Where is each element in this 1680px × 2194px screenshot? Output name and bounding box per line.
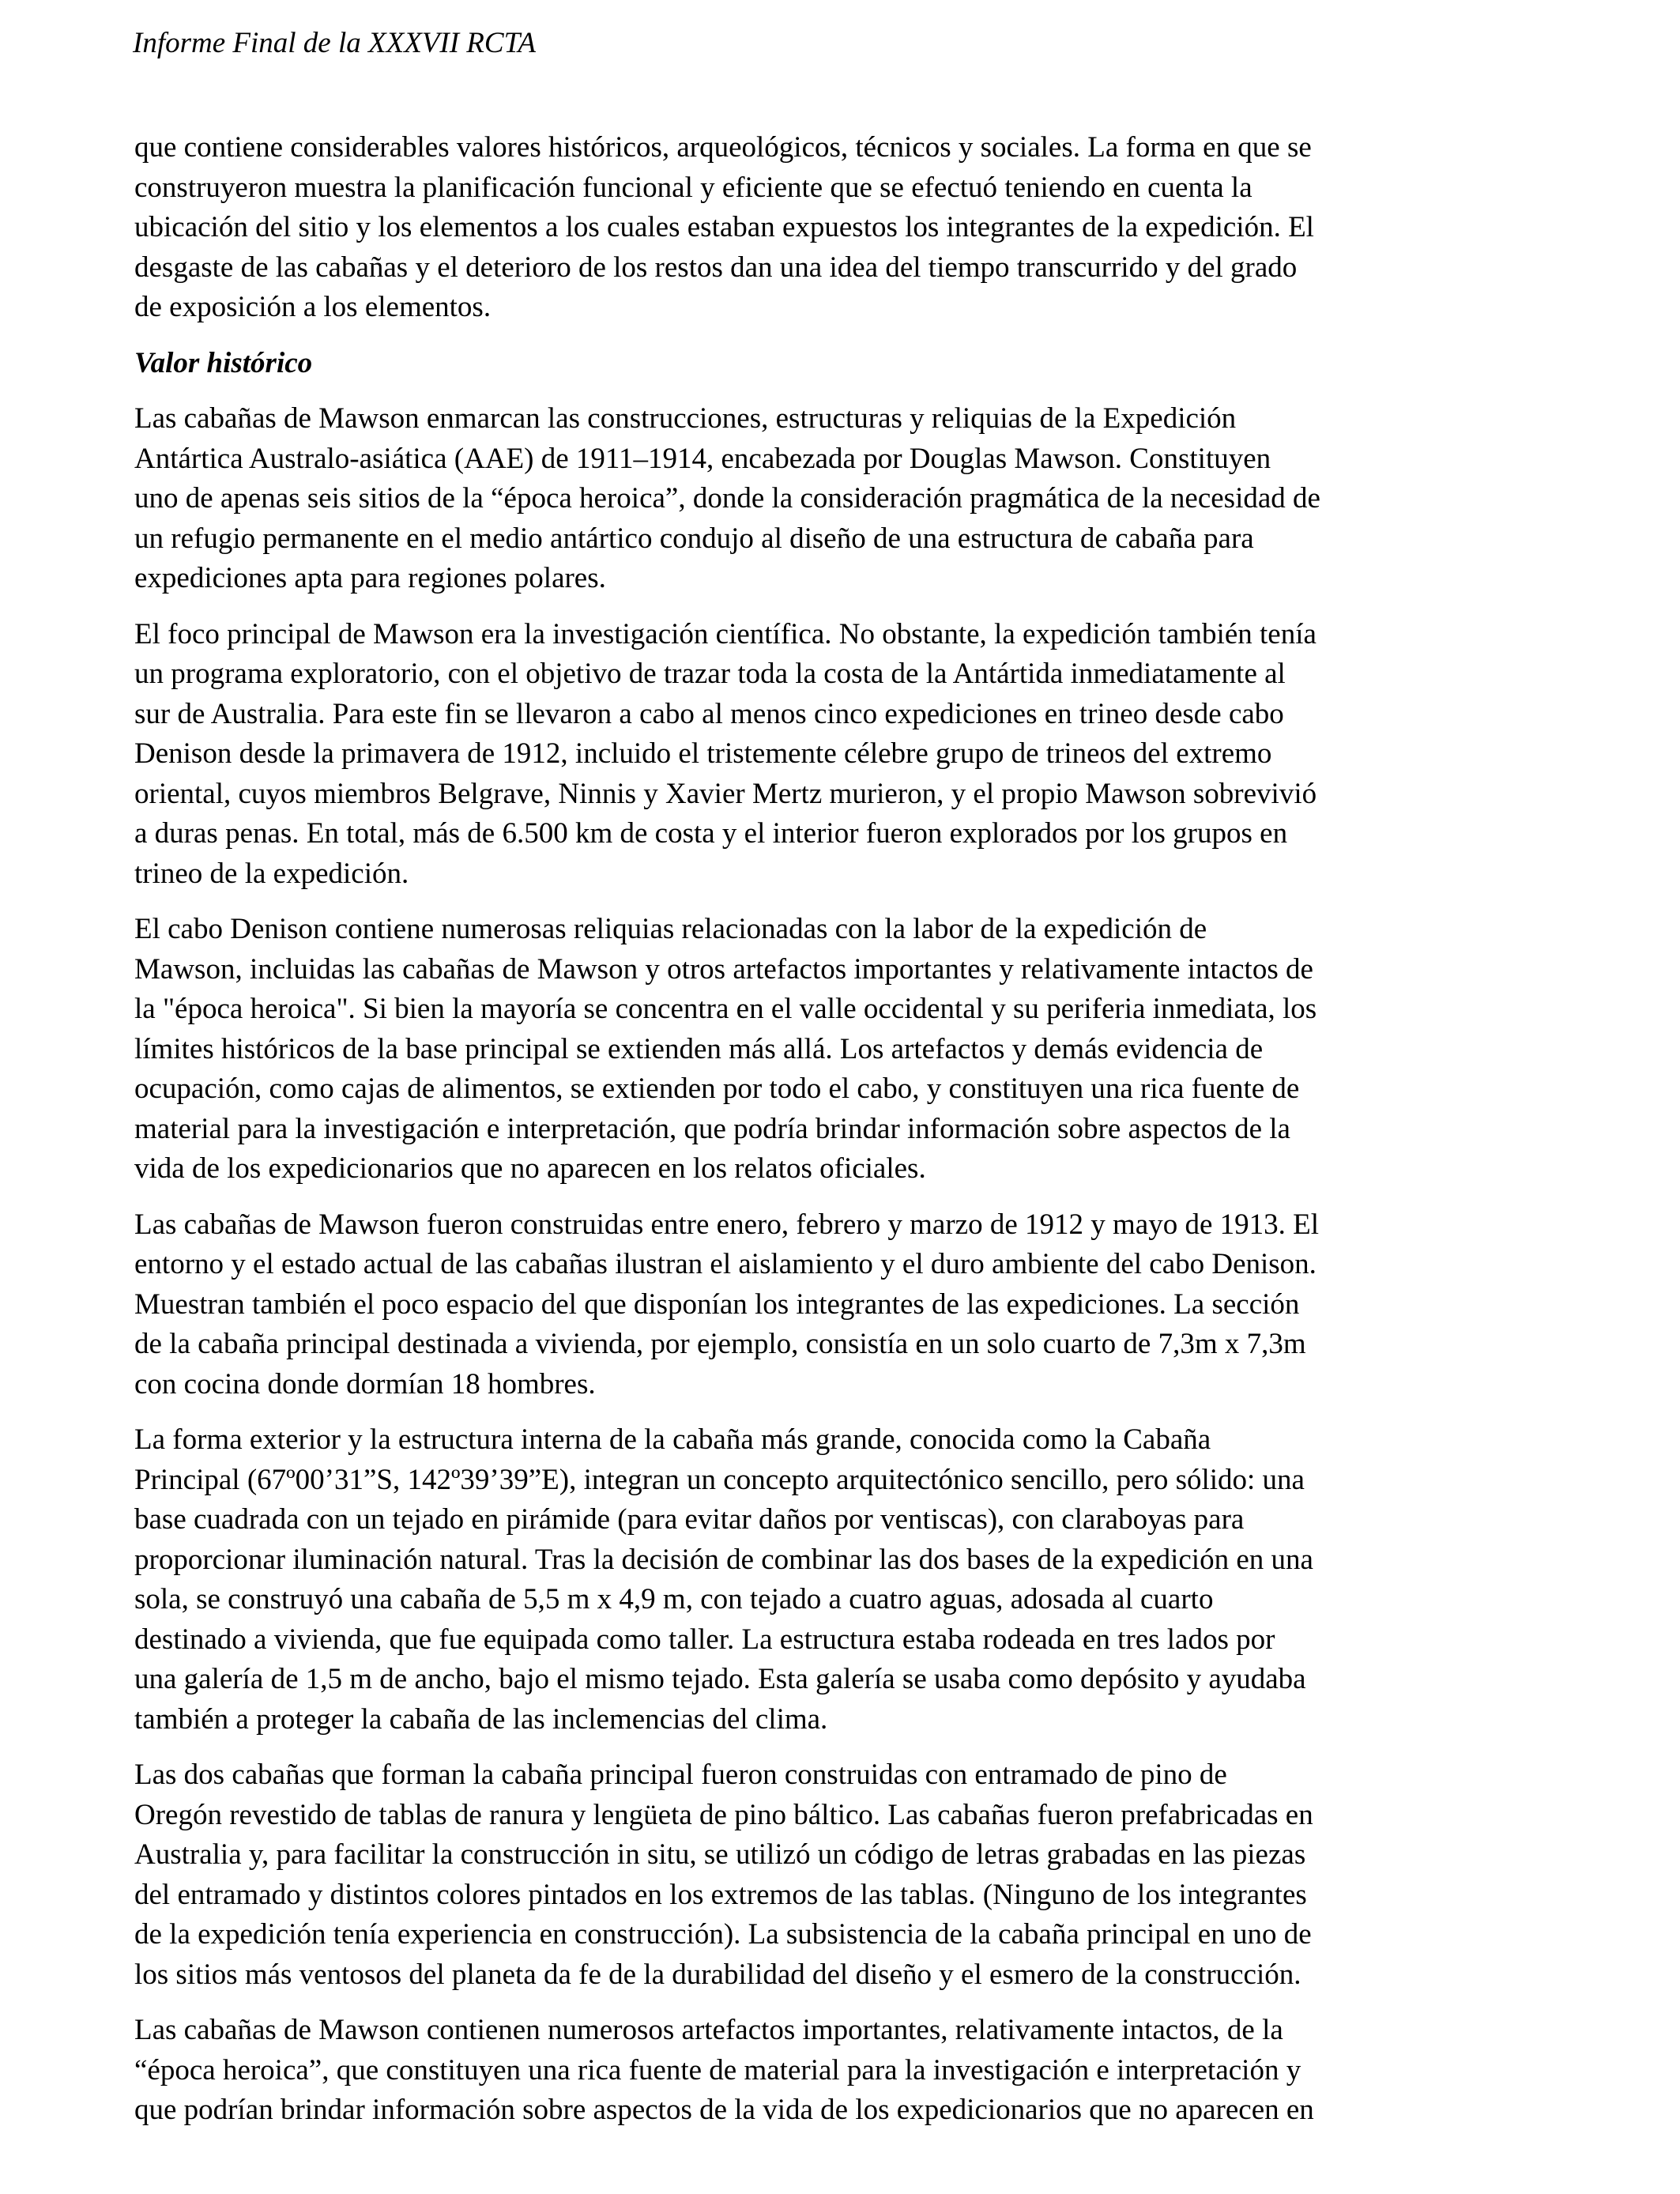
paragraph-artefacts: [134, 2011, 1549, 2131]
text-line: Principal (67º00’31”S, 142º39’39”E), integran un concepto arquitectónico sencillo, pero sólido: una: [134, 1463, 1305, 1496]
text-line: ocupación, como cajas de alimentos, se extienden por todo el cabo, y constituyen una rica fuente de: [134, 1072, 1300, 1105]
text-line: Antártica Australo-asiática (AAE) de 1911–1914, encabezada por Douglas Mawson. Constituyen: [134, 442, 1271, 475]
text-line: sola, se construyó una cabaña de 5,5 m x 4,9 m, con tejado a cuatro aguas, adosada al cuarto: [134, 1583, 1214, 1615]
text-line: los sitios más ventosos del planeta da fe de la durabilidad del diseño y el esmero de la construcción.: [134, 1958, 1301, 1991]
text-line: destinado a vivienda, que fue equipada como taller. La estructura estaba rodeada en tres lados por: [134, 1623, 1275, 1656]
text-line: Las cabañas de Mawson fueron construidas entre enero, febrero y marzo de 1912 y mayo de 1913. El: [134, 1208, 1320, 1241]
text-line: material para la investigación e interpretación, que podría brindar información sobre aspectos de la: [134, 1112, 1290, 1145]
text-line: El foco principal de Mawson era la investigación científica. No obstante, la expedición también tenía: [134, 617, 1317, 650]
text-line: también a proteger la cabaña de las inclemencias del clima.: [134, 1702, 828, 1736]
paragraph-scientific-focus: [134, 615, 1549, 895]
text-line: Denison desde la primavera de 1912, incluido el tristemente célebre grupo de trineos del extremo: [134, 737, 1272, 770]
text-line: La forma exterior y la estructura interna de la cabaña más grande, conocida como la Cabaña: [134, 1423, 1211, 1456]
text-line: que contiene considerables valores históricos, arqueológicos, técnicos y sociales. La forma en que se: [134, 131, 1312, 164]
text-line: expediciones apta para regiones polares.: [134, 562, 606, 594]
text-line: vida de los expedicionarios que no aparecen en los relatos oficiales.: [134, 1152, 926, 1185]
text-line: Las cabañas de Mawson contienen numerosos artefactos importantes, relativamente intactos, de la: [134, 2014, 1283, 2046]
paragraph-construction-dates: [134, 1205, 1549, 1405]
text-line: Las dos cabañas que forman la cabaña principal fueron construidas con entramado de pino de: [134, 1759, 1227, 1791]
text-line: de la cabaña principal destinada a vivienda, por ejemplo, consistía en un solo cuarto de 7,3m x 7,3m: [134, 1328, 1306, 1360]
text-line: sur de Australia. Para este fin se llevaron a cabo al menos cinco expediciones en trineo desde cabo: [134, 697, 1284, 730]
text-line: oriental, cuyos miembros Belgrave, Ninnis y Xavier Mertz murieron, y el propio Mawson sobrevivió: [134, 777, 1317, 810]
text-line: una galería de 1,5 m de ancho, bajo el mismo tejado. Esta galería se usaba como depósito y ayudaba: [134, 1663, 1306, 1695]
text-line: con cocina donde dormían 18 hombres.: [134, 1367, 596, 1400]
heading-text: Valor histórico: [134, 346, 313, 379]
text-line: Las cabañas de Mawson enmarcan las construcciones, estructuras y reliquias de la Expedición: [134, 402, 1237, 435]
text-line: Muestran también el poco espacio del que disponían los integrantes de las expediciones. La sección: [134, 1287, 1300, 1321]
section-heading-valor-historico: [134, 344, 1549, 384]
text-line: entorno y el estado actual de las cabañas ilustran el aislamiento y el duro ambiente del cabo Denison.: [134, 1248, 1317, 1280]
text-line: uno de apenas seis sitios de la “época heroica”, donde la consideración pragmática de la necesidad de: [134, 482, 1320, 515]
text-line: un programa exploratorio, con el objetivo de trazar toda la costa de la Antártida inmediatamente al: [134, 658, 1286, 690]
text-line: límites históricos de la base principal se extienden más allá. Los artefactos y demás evidencia de: [134, 1032, 1264, 1065]
text-line: ubicación del sitio y los elementos a los cuales estaban expuestos los integrantes de la expedición. El: [134, 211, 1314, 243]
text-line: Oregón revestido de tablas de ranura y lengüeta de pino báltico. Las cabañas fueron prefabricadas en: [134, 1798, 1313, 1831]
text-line: a duras penas. En total, más de 6.500 km de costa y el interior fueron explorados por los grupos en: [134, 817, 1288, 850]
paragraph-main-hut-structure: [134, 1420, 1549, 1740]
text-line: proporcionar iluminación natural. Tras la decisión de combinar las dos bases de la expedición en una: [134, 1543, 1313, 1576]
paragraph-intro-values: [134, 128, 1549, 328]
text-line: trineo de la expedición.: [134, 857, 409, 890]
text-line: El cabo Denison contiene numerosas reliquias relacionadas con la labor de la expedición de: [134, 913, 1207, 945]
text-line: “época heroica”, que constituyen una rica fuente de material para la investigación e interpretación y: [134, 2053, 1301, 2087]
text-line: de exposición a los elementos.: [134, 291, 492, 323]
text-line: la "época heroica". Si bien la mayoría se concentra en el valle occidental y su periferia inmediata, los: [134, 993, 1317, 1025]
paragraph-hut-materials: [134, 1755, 1549, 1995]
text-line: construyeron muestra la planificación funcional y eficiente que se efectuó teniendo en cuenta la: [134, 171, 1252, 204]
text-line: desgaste de las cabañas y el deterioro de los restos dan una idea del tiempo transcurrido y del grado: [134, 251, 1298, 284]
text-line: Australia y, para facilitar la construcción in situ, se utilizó un código de letras grabadas en las piezas: [134, 1838, 1306, 1871]
running-header: Informe Final de la XXXVII RCTA: [133, 27, 537, 59]
paragraph-cabo-denison-relics: [134, 910, 1549, 1189]
text-line: Mawson, incluidas las cabañas de Mawson y otros artefactos importantes y relativamente intactos de: [134, 952, 1313, 986]
text-line: un refugio permanente en el medio antártico condujo al diseño de una estructura de cabaña para: [134, 522, 1254, 555]
text-line: de la expedición tenía experiencia en construcción). La subsistencia de la cabaña principal en uno de: [134, 1918, 1312, 1951]
text-line: que podrían brindar información sobre aspectos de la vida de los expedicionarios que no aparecen en: [134, 2094, 1314, 2126]
text-line: del entramado y distintos colores pintados en los extremos de las tablas. (Ninguno de los integrantes: [134, 1878, 1307, 1911]
document-body: [134, 128, 1549, 2147]
text-line: base cuadrada con un tejado en pirámide (para evitar daños por ventiscas), con claraboyas para: [134, 1503, 1245, 1536]
paragraph-mawson-huts: [134, 399, 1549, 599]
